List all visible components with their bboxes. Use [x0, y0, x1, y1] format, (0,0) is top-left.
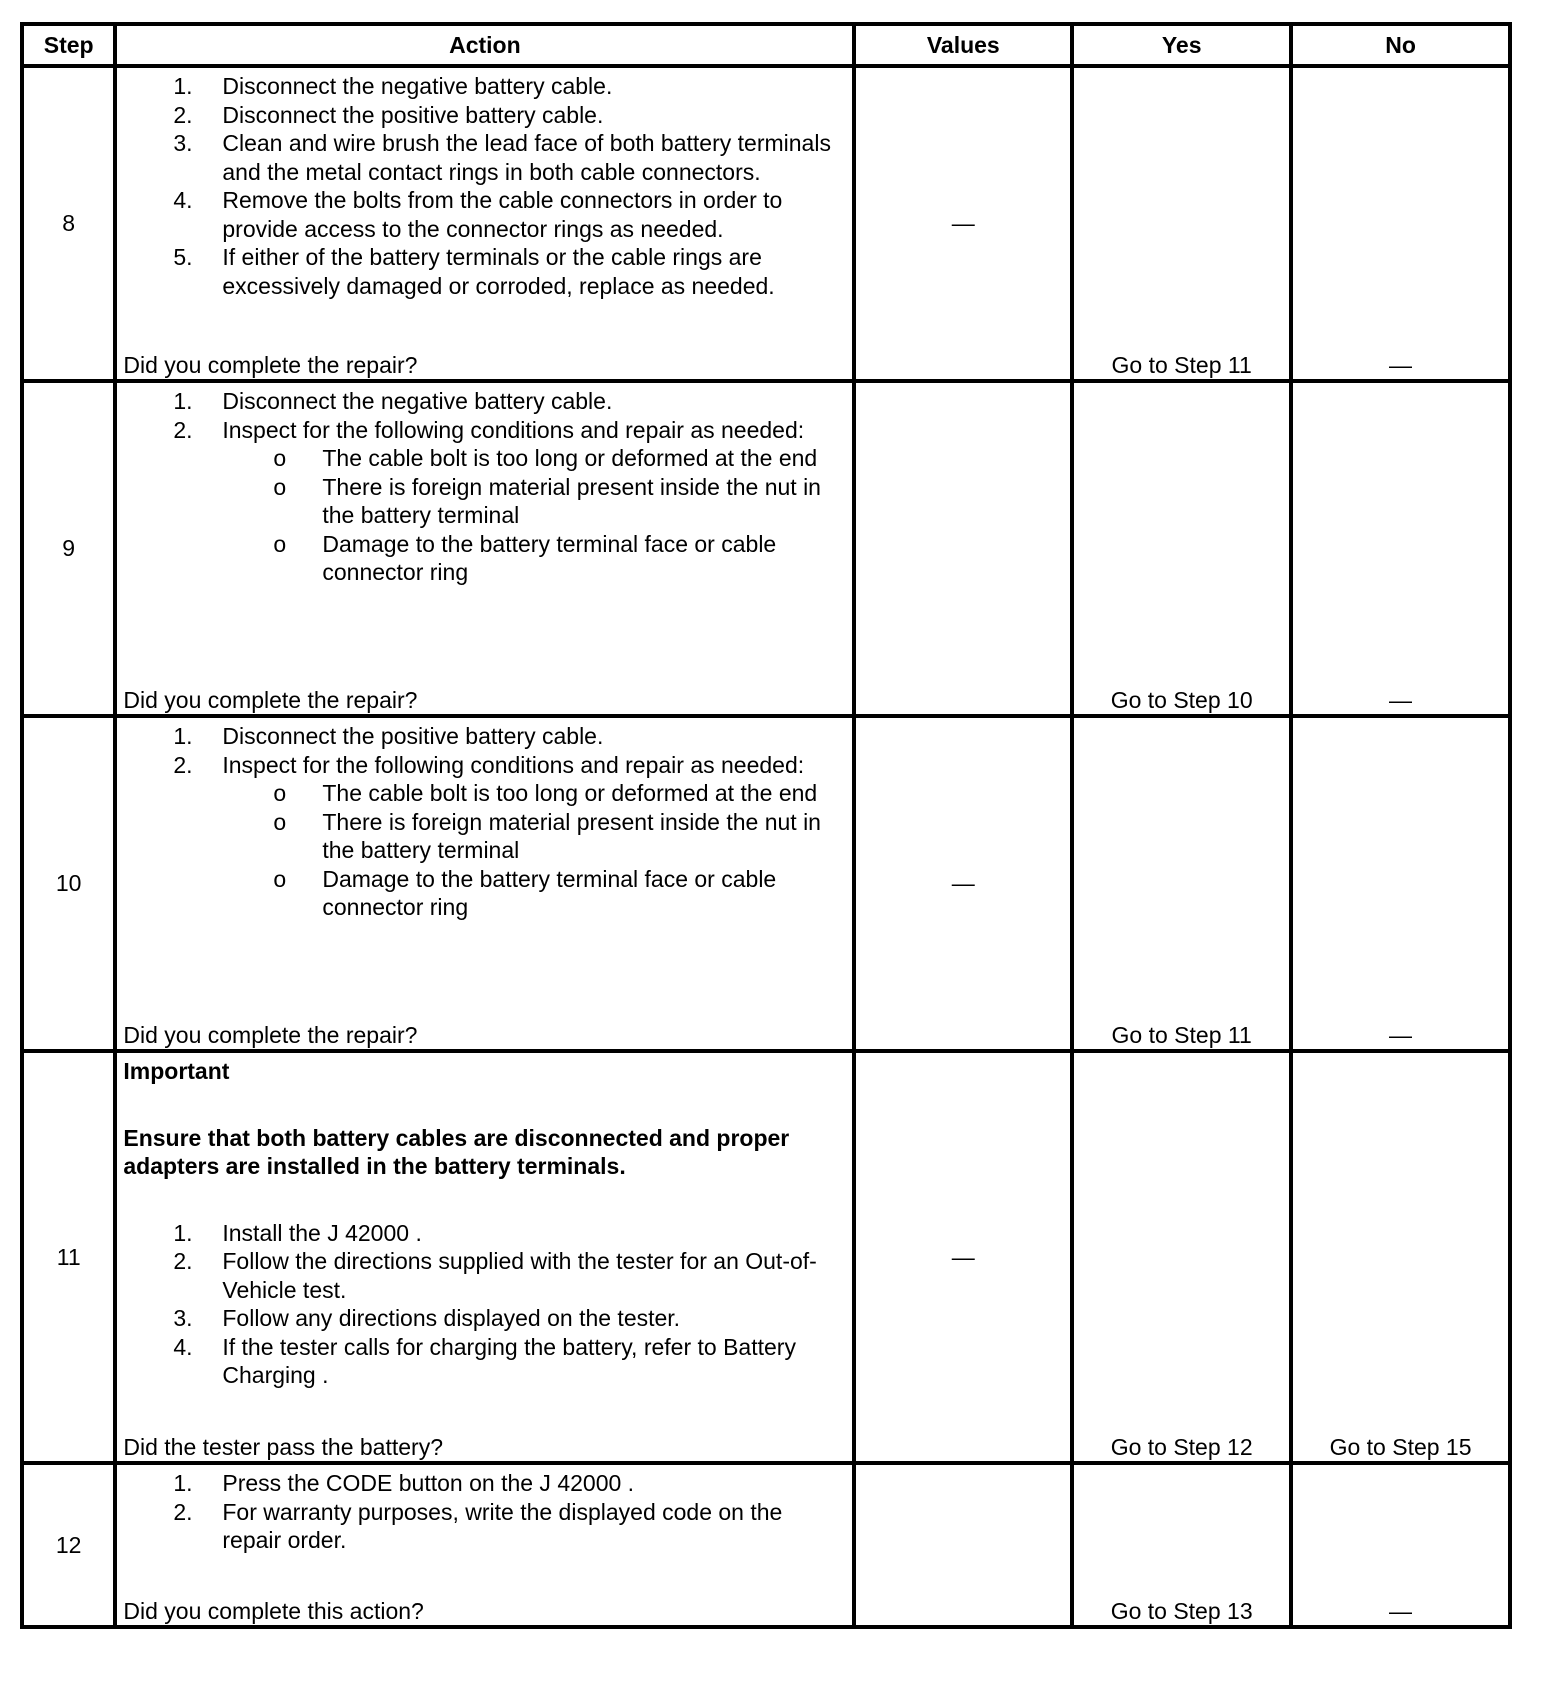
values-cell: —	[854, 1051, 1072, 1463]
table-row	[22, 66, 1510, 381]
list-item: 1. Press the CODE button on the J 42000 .	[173, 1470, 635, 1496]
condition-list	[222, 444, 846, 587]
action-cell	[115, 716, 854, 1051]
question-text: Did you complete the repair?	[123, 1021, 418, 1048]
question-text: Did the tester pass the battery?	[123, 1433, 443, 1460]
table-row	[22, 1051, 1510, 1463]
diagnostic-table	[20, 22, 1512, 1629]
list-item: 2. For warranty purposes, write the displayed code on the repair order.	[173, 1498, 783, 1553]
list-item: 1. Install the J 42000 .	[173, 1219, 422, 1246]
list-item: 4. If the tester calls for charging the battery, refer to Battery Charging .	[173, 1333, 796, 1388]
list-item: 2. Disconnect the positive battery cable.	[173, 101, 604, 128]
list-item: 4. Remove the bolts from the cable connectors in order to provide access to the connector rings as needed.	[173, 187, 783, 242]
action-cell	[115, 1463, 854, 1627]
action-list	[123, 722, 846, 922]
step-number: 11	[22, 1051, 115, 1463]
list-item: o The cable bolt is too long or deformed at the end	[273, 445, 818, 471]
yes-cell: Go to Step 13	[1072, 1463, 1291, 1627]
list-item: 2. Follow the directions supplied with the tester for an Out-of-Vehicle test.	[173, 1248, 817, 1303]
values-cell: —	[854, 716, 1072, 1051]
values-cell: —	[854, 66, 1072, 381]
header-yes: Yes	[1072, 24, 1291, 66]
action-list	[123, 72, 846, 300]
important-label: Important	[123, 1058, 230, 1084]
action-list	[123, 1219, 846, 1390]
list-item: 2. Inspect for the following conditions and repair as needed: o The cable bolt is too long or deformed at the end o There is foreign material present inside the nut in the battery terminal o Damage to the battery terminal face or cable connector ring	[123, 751, 846, 922]
list-item: 2. Inspect for the following conditions and repair as needed: o The cable bolt is too long or deformed at the end o There is foreign material present inside the nut in the battery terminal o Damage to the battery terminal face or cable connector ring	[123, 416, 846, 587]
header-values: Values	[854, 24, 1072, 66]
yes-cell: Go to Step 11	[1072, 716, 1291, 1051]
no-cell: —	[1291, 66, 1510, 381]
header-no: No	[1291, 24, 1510, 66]
question-text: Did you complete the repair?	[123, 351, 418, 378]
no-cell: —	[1291, 381, 1510, 716]
values-cell	[854, 381, 1072, 716]
action-cell	[115, 66, 854, 381]
list-item: 1. Disconnect the negative battery cable.	[173, 388, 613, 414]
action-cell	[115, 381, 854, 716]
header-row	[22, 24, 1510, 66]
list-item: o Damage to the battery terminal face or cable connector ring	[273, 530, 777, 585]
list-item: o There is foreign material present inside the nut in the battery terminal	[273, 473, 821, 528]
action-list	[123, 1469, 846, 1555]
important-text: Ensure that both battery cables are disconnected and proper adapters are installed in the battery terminals.	[123, 1124, 790, 1179]
list-item: 1. Disconnect the negative battery cable.	[173, 73, 613, 99]
header-action: Action	[115, 24, 854, 66]
action-cell	[115, 1051, 854, 1463]
step-number: 12	[22, 1463, 115, 1627]
list-item: 3. Follow any directions displayed on the tester.	[173, 1305, 681, 1331]
table-row	[22, 716, 1510, 1051]
no-cell: Go to Step 15	[1291, 1051, 1510, 1463]
yes-cell: Go to Step 11	[1072, 66, 1291, 381]
list-item: o There is foreign material present inside the nut in the battery terminal	[273, 808, 821, 863]
header-step: Step	[22, 24, 115, 66]
list-item: o Damage to the battery terminal face or cable connector ring	[273, 865, 777, 920]
question-text: Did you complete the repair?	[123, 686, 418, 713]
list-item: 1. Disconnect the positive battery cable.	[173, 723, 604, 749]
table-row	[22, 381, 1510, 716]
step-number: 9	[22, 381, 115, 716]
values-cell	[854, 1463, 1072, 1627]
table-row	[22, 1463, 1510, 1627]
no-cell: —	[1291, 716, 1510, 1051]
action-list	[123, 387, 846, 587]
list-item: o The cable bolt is too long or deformed at the end	[273, 780, 818, 806]
step-number: 10	[22, 716, 115, 1051]
step-number: 8	[22, 66, 115, 381]
yes-cell: Go to Step 12	[1072, 1051, 1291, 1463]
question-text: Did you complete this action?	[123, 1597, 424, 1624]
condition-list	[222, 779, 846, 922]
list-item: 3. Clean and wire brush the lead face of both battery terminals and the metal contact rings in both cable connectors.	[173, 130, 831, 185]
no-cell: —	[1291, 1463, 1510, 1627]
yes-cell: Go to Step 10	[1072, 381, 1291, 716]
list-item: 5. If either of the battery terminals or the cable rings are excessively damaged or corroded, replace as needed.	[173, 244, 775, 299]
